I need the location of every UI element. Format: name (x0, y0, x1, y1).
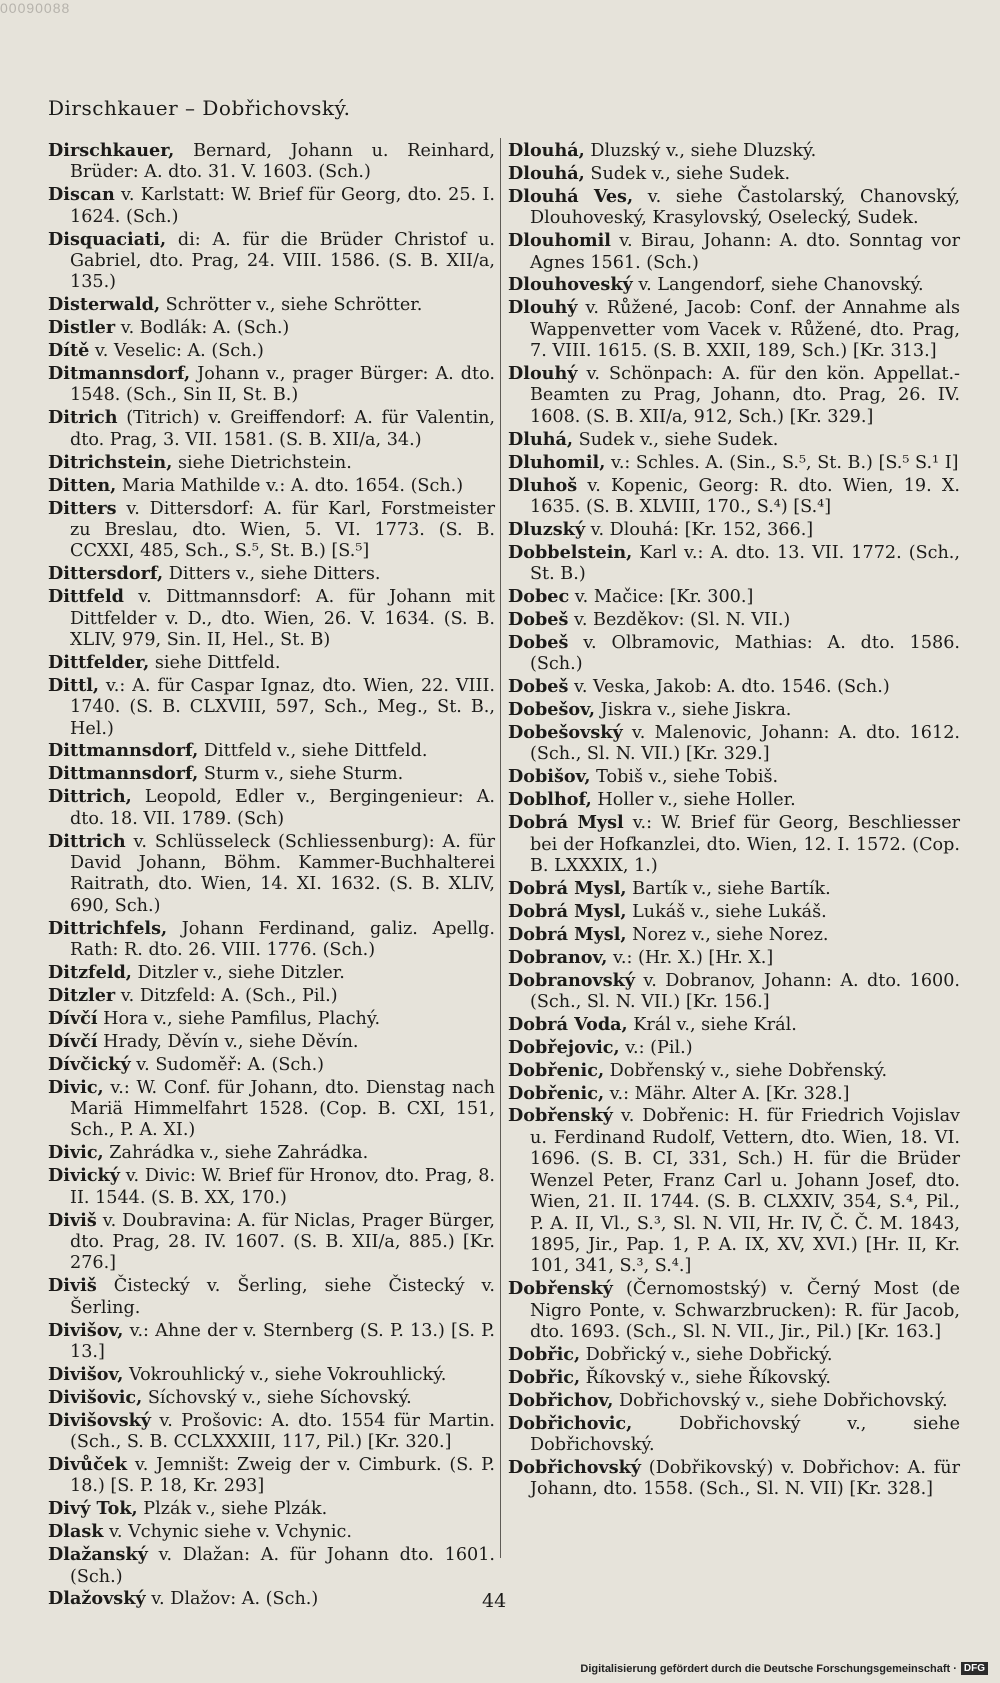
entry-text: v. Doubravina: A. für Niclas, Prager Bürger, dto. Prag, 28. IV. 1607. (S. B. XII/a, 885.) [Kr. 276.] (70, 1210, 495, 1274)
dictionary-entry (508, 947, 960, 969)
entry-headword: Dluzský (508, 518, 586, 540)
entry-text: Sudek v., siehe Sudek. (573, 429, 779, 450)
entry-text: Dluzský v., siehe Dluzský. (584, 141, 817, 161)
dictionary-entry (508, 1060, 960, 1082)
entry-text: v. Dobranov, Johann: A. dto. 1600. (Sch., Sl. N. VII.) [Kr. 156.] (530, 970, 960, 1012)
entry-text: Zahrádka v., siehe Zahrádka. (103, 1143, 369, 1164)
entry-text: v.: Mähr. Alter A. [Kr. 328.] (604, 1083, 850, 1104)
scan-mark: 00090088 (0, 0, 71, 16)
entry-text: Lukáš v., siehe Lukáš. (626, 901, 827, 922)
entry-headword: Dlažanský (48, 1544, 148, 1566)
entry-headword: Divůček (48, 1453, 128, 1475)
entry-text: v. Prošovic: A. dto. 1554 für Martin. (Sch., S. B. CCLXXXIII, 117, Pil.) [Kr. 320.] (70, 1410, 495, 1453)
entry-text: Dittfeld v., siehe Dittfeld. (198, 741, 428, 762)
entry-headword: Dirschkauer, (48, 140, 175, 161)
entry-headword: Distler (48, 317, 116, 339)
entry-text: Bartík v., siehe Bartík. (626, 878, 831, 899)
entry-headword: Ditrichstein, (48, 451, 173, 473)
entry-text: Ditzler v., siehe Ditzler. (131, 963, 345, 984)
entry-text: v. Dlažan: A. für Johann dto. 1601. (Sch.) (70, 1545, 495, 1587)
entry-text: Leopold, Edler v., Bergingenieur: A. dto. 18. VII. 1789. (Sch) (70, 787, 495, 829)
entry-headword: Dittrich (48, 830, 126, 852)
dictionary-entry (48, 1320, 495, 1364)
entry-headword: Disterwald, (48, 294, 161, 316)
entry-headword: Dobešov, (508, 699, 596, 721)
entry-headword: Dittl, (48, 674, 100, 696)
entry-text: Dobřenský v., siehe Dobřenský. (604, 1060, 888, 1081)
dictionary-entry (48, 985, 495, 1007)
entry-text: Síchovský v., siehe Síchovský. (142, 1387, 412, 1408)
entry-text: v.: A. für Caspar Ignaz, dto. Wien, 22. VIII. 1740. (S. B. CLXVIII, 597, Sch., Meg., St. B., Hel.) (70, 675, 495, 739)
entry-headword: Dobrá Mysl (508, 812, 624, 834)
right-column (508, 140, 960, 1550)
dictionary-entry (48, 1387, 495, 1409)
entry-headword: Dobřic, (508, 1366, 581, 1388)
dictionary-entry (48, 786, 495, 830)
dfg-logo-icon: DFG (961, 1662, 988, 1675)
entry-headword: Dobřichovic, (508, 1412, 633, 1434)
entry-headword: Dívčí (48, 1030, 98, 1052)
entry-headword: Divý Tok, (48, 1498, 138, 1520)
entry-headword: Dítě (48, 340, 90, 362)
entry-headword: Discan (48, 184, 115, 206)
page-number: 44 (482, 1590, 507, 1612)
dictionary-entry (508, 586, 960, 608)
entry-text: Schrötter v., siehe Schrötter. (160, 295, 423, 316)
dictionary-entry (508, 230, 960, 274)
entry-headword: Ditzfeld, (48, 962, 132, 984)
dictionary-entry (48, 294, 495, 316)
entry-headword: Dlouhá, (508, 140, 585, 161)
dictionary-entry (48, 407, 495, 451)
entry-headword: Ditters (48, 497, 117, 519)
entry-text: v. Langendorf, siehe Chanovský. (632, 275, 924, 296)
entry-headword: Dobřenic, (508, 1059, 605, 1081)
dictionary-entry (508, 970, 960, 1014)
dictionary-entry (48, 498, 495, 563)
entry-headword: Dobrá Mysl, (508, 877, 627, 899)
entry-headword: Dlouhoveský (508, 274, 633, 296)
entry-text: v.: (Pil.) (619, 1037, 693, 1058)
dictionary-entry (508, 609, 960, 631)
entry-text: v. Sudoměř: A. (Sch.) (130, 1054, 325, 1075)
entry-text: Vokrouhlický v., siehe Vokrouhlický. (123, 1364, 447, 1385)
entry-headword: Dittfeld (48, 586, 124, 608)
entry-text: v. Vchynic siehe v. Vchynic. (103, 1522, 352, 1543)
entry-text: Říkovský v., siehe Říkovský. (580, 1367, 831, 1388)
entry-headword: Dobřenic, (508, 1082, 605, 1104)
dictionary-entry (508, 878, 960, 900)
dictionary-entry (48, 1031, 495, 1053)
dictionary-entry (508, 363, 960, 428)
entry-text: Král v., siehe Král. (627, 1014, 797, 1035)
dictionary-entry (48, 1165, 495, 1209)
entry-text: v.: W. Conf. für Johann, dto. Dienstag nach Mariä Himmelfahrt 1528. (Cop. B. CXI, 151, Sch., P. A. XI.) (70, 1077, 495, 1141)
entry-headword: Ditten, (48, 474, 117, 496)
dictionary-entry (48, 740, 495, 762)
dictionary-entry (48, 340, 495, 362)
entry-headword: Ditrich (48, 407, 118, 429)
dictionary-entry (48, 475, 495, 497)
entry-text: Johann v., prager Bürger: A. dto. 1548. (Sch., Sin II, St. B.) (70, 364, 495, 406)
entry-text: Sudek v., siehe Sudek. (584, 163, 791, 184)
entry-text: v. Bodlák: A. (Sch.) (115, 318, 290, 339)
page-header: Dirschkauer – Dobřichovský. (48, 96, 351, 120)
dictionary-entry (48, 1008, 495, 1030)
dictionary-entry (48, 1588, 495, 1610)
dictionary-entry (48, 1410, 495, 1454)
entry-text: Norez v., siehe Norez. (626, 924, 829, 945)
entry-text: Hrady, Děvín v., siehe Děvín. (97, 1031, 359, 1052)
footer-text: Digitalisierung gefördert durch die Deutsche Forschungsgemeinschaft · (580, 1662, 957, 1675)
dictionary-entry (48, 1364, 495, 1386)
entry-text: Tobiš v., siehe Tobiš. (590, 767, 779, 788)
dictionary-entry (508, 1083, 960, 1105)
entry-headword: Dlažovský (48, 1588, 146, 1610)
entry-text: Karl v.: A. dto. 13. VII. 1772. (Sch., St. B.) (530, 542, 960, 585)
dictionary-entry (48, 1275, 495, 1319)
entry-headword: Dlouhá, (508, 162, 585, 184)
dictionary-entry (508, 429, 960, 451)
entry-text: Ditters v., siehe Ditters. (163, 564, 381, 585)
dictionary-entry (508, 140, 960, 162)
entry-headword: Dobec (508, 586, 570, 608)
dictionary-entry (48, 918, 495, 962)
entry-headword: Dobrá Mysl, (508, 900, 627, 922)
entry-text: v. Birau, Johann: A. dto. Sonntag vor Agnes 1561. (Sch.) (530, 231, 960, 273)
dictionary-entry (48, 1498, 495, 1520)
entry-text: v.: Schles. A. (Sin., S.⁵, St. B.) [S.⁵ S.¹ I] (605, 452, 959, 473)
entry-headword: Dobrá Mysl, (508, 923, 627, 945)
entry-headword: Divišovský (48, 1409, 152, 1431)
entry-text: v. Ditzfeld: A. (Sch., Pil.) (115, 985, 338, 1006)
entry-text: Maria Mathilde v.: A. dto. 1654. (Sch.) (116, 475, 464, 496)
dictionary-entry (508, 924, 960, 946)
left-column (48, 140, 495, 1610)
entry-text: v. Kopenic, Georg: R. dto. Wien, 19. X. 1635. (S. B. XLVIII, 170., S.⁴) [S.⁴] (530, 475, 960, 517)
dictionary-entry (48, 1210, 495, 1275)
dictionary-entry (508, 901, 960, 923)
entry-text: v. Dittmannsdorf: A. für Johann mit Dittfelder v. D., dto. Wien, 26. V. 1634. (S. B. XLIV, 979, Sin. II, Hel., St. B) (70, 587, 495, 650)
dictionary-entry (508, 1105, 960, 1277)
entry-text: v. Divic: W. Brief für Hronov, dto. Prag, 8. II. 1544. (S. B. XX, 170.) (70, 1166, 495, 1208)
entry-headword: Divišov, (48, 1363, 124, 1385)
dictionary-entry (48, 363, 495, 407)
entry-headword: Dittersdorf, (48, 563, 164, 585)
entry-text: siehe Dittfeld. (149, 652, 281, 673)
entry-headword: Dlouhá Ves, (508, 185, 634, 207)
dictionary-entry (48, 763, 495, 785)
entry-headword: Dobišov, (508, 766, 591, 788)
entry-headword: Dobešovský (508, 722, 623, 744)
dictionary-entry (508, 163, 960, 185)
entry-text: v. Dittersdorf: A. für Karl, Forstmeister zu Breslau, dto. Wien, 5. VI. 1773. (S. B. CCXXI, 485, Sch., S.⁵, St. B.) [S.⁵] (70, 498, 495, 562)
dictionary-entry (508, 1457, 960, 1501)
dictionary-entry (48, 586, 495, 651)
entry-headword: Dobeš (508, 676, 569, 698)
entry-text: v. Růžené, Jacob: Conf. der Annahme als Wappenvetter vom Vacek v. Růžené, dto. Prag, 7. VIII. 1615. (S. B. XXII, 189, Sch.) [Kr. 313.] (530, 298, 960, 362)
entry-text: Jiskra v., siehe Jiskra. (595, 700, 792, 721)
entry-headword: Divic, (48, 1076, 104, 1098)
dictionary-entry (48, 652, 495, 674)
dictionary-entry (508, 475, 960, 519)
entry-text: (Dobřikovský) v. Dobřichov: A. für Johann, dto. 1558. (Sch., Sl. N. VII) [Kr. 328.] (530, 1457, 960, 1500)
dictionary-entry (48, 1454, 495, 1498)
dictionary-entry (48, 1544, 495, 1588)
entry-headword: Dobeš (508, 631, 569, 653)
entry-headword: Disquaciati, (48, 228, 167, 250)
entry-text: Dobřichovský v., siehe Dobřichovský. (613, 1390, 948, 1411)
entry-headword: Dobřejovic, (508, 1036, 620, 1058)
dictionary-entry (508, 766, 960, 788)
entry-text: v. Schlüsseleck (Schliessenburg): A. für David Johann, Böhm. Kammer-Buchhalterei Raitrath, dto. Wien, 14. XI. 1632. (S. B. XLIV, 690, Sch.) (70, 831, 495, 916)
dictionary-entry (508, 274, 960, 296)
entry-text: v.: Ahne der v. Sternberg (S. P. 13.) [S. P. 13.] (70, 1320, 495, 1362)
entry-headword: Ditmannsdorf, (48, 363, 191, 385)
entry-headword: Dobeš (508, 609, 569, 631)
dictionary-entry (508, 722, 960, 766)
dictionary-entry (508, 1344, 960, 1366)
entry-headword: Dittfelder, (48, 651, 150, 673)
dictionary-entry (48, 675, 495, 740)
entry-text: Hora v., siehe Pamfilus, Plachý. (97, 1008, 381, 1029)
dictionary-entry (508, 186, 960, 230)
entry-text: v. Veska, Jakob: A. dto. 1546. (Sch.) (568, 677, 890, 698)
dictionary-entry (48, 563, 495, 585)
dictionary-entry (508, 1390, 960, 1412)
entry-text: v. Veselic: A. (Sch.) (89, 341, 264, 362)
entry-headword: Dobřichov, (508, 1389, 614, 1411)
entry-headword: Dlouhomil (508, 230, 611, 252)
entry-text: Bernard, Johann u. Reinhard, Brüder: A. dto. 31. V. 1603. (Sch.) (70, 141, 495, 183)
entry-text: Holler v., siehe Holler. (591, 790, 796, 811)
entry-headword: Dittmannsdorf, (48, 763, 199, 785)
dictionary-entry (48, 1142, 495, 1164)
entry-headword: Divišov, (48, 1319, 124, 1341)
dictionary-entry (508, 1014, 960, 1036)
entry-headword: Diviš (48, 1275, 97, 1297)
dictionary-entry (508, 542, 960, 586)
entry-text: (Titrich) v. Greiffendorf: A. für Valentin, dto. Prag, 3. VII. 1581. (S. B. XII/a, 34.) (70, 408, 495, 450)
entry-headword: Dlask (48, 1521, 104, 1543)
entry-text: v. Bezděkov: (Sl. N. VII.) (568, 610, 791, 631)
dictionary-entry (508, 1037, 960, 1059)
entry-text: Plzák v., siehe Plzák. (137, 1499, 328, 1520)
entry-text: v. Dlažov: A. (Sch.) (145, 1589, 319, 1610)
entry-headword: Dittrich, (48, 786, 132, 808)
dictionary-entry (508, 812, 960, 877)
entry-headword: Dívčický (48, 1053, 131, 1075)
dictionary-entry (48, 1054, 495, 1076)
entry-headword: Dluhomil, (508, 451, 606, 473)
dictionary-entry (508, 699, 960, 721)
entry-text: siehe Dietrichstein. (172, 452, 352, 473)
entry-text: v. Olbramovic, Mathias: A. dto. 1586. (Sch.) (530, 632, 960, 675)
dictionary-entry (508, 297, 960, 362)
entry-text: Čistecký v. Šerling, siehe Čistecký v. Šerling. (70, 1276, 495, 1318)
entry-headword: Dittmannsdorf, (48, 740, 199, 762)
entry-text: v. Mačice: [Kr. 300.] (569, 587, 754, 608)
entry-text: Dobřický v., siehe Dobřický. (580, 1344, 833, 1365)
entry-text: Johann Ferdinand, galiz. Apellg. Rath: R. dto. 26. VIII. 1776. (Sch.) (70, 918, 495, 961)
entry-headword: Doblhof, (508, 789, 592, 811)
entry-headword: Dobřenský (508, 1105, 613, 1127)
entry-headword: Diviš (48, 1209, 97, 1231)
entry-headword: Dobřenský (508, 1278, 613, 1300)
entry-text: v. Schönpach: A. für den kön. Appellat.-Beamten zu Prag, Johann, dto. Prag, 26. IV. 1608. (S. B. XII/a, 912, Sch.) [Kr. 329.] (530, 364, 960, 427)
entry-headword: Dobbelstein, (508, 541, 633, 563)
entry-text: (Černomostský) v. Černý Most (de Nigro Ponte, v. Schwarzbrucken): R. für Jacob, dto. 1693. (Sch., Sl. N. VII., Jir., Pil.) [Kr. 163.] (530, 1279, 960, 1343)
column-divider (500, 138, 501, 1558)
footer (580, 1662, 988, 1675)
entry-headword: Divišovic, (48, 1386, 143, 1408)
entry-headword: Dluhá, (508, 428, 574, 450)
dictionary-entry (48, 962, 495, 984)
entry-text: v. Dobřenic: H. für Friedrich Vojislav u. Ferdinand Rudolf, Vettern, dto. Wien, 18. VI. 1696. (S. B. CI, 331, Sch.) H. für die Brüder Wenzel Peter, Franz Carl u. Johann Josef, dto. Wien, 21. II. 1744. (S. B. CLXXIV, 354, S.⁴, Pil., P. A. II, Vl., S.³, Sl. N. VII, Hr. IV, Č. Č. M. 1843, 1895, Jir., Pap. 1, P. A. IX, XV, XVI.) [Hr. II, Kr. 101, 341, S.³, S.⁴.] (530, 1106, 960, 1277)
entry-text: v. Malenovic, Johann: A. dto. 1612. (Sch., Sl. N. VII.) [Kr. 329.] (530, 723, 960, 765)
dictionary-entry (48, 831, 495, 918)
dictionary-entry (48, 1521, 495, 1543)
dictionary-entry (48, 452, 495, 474)
entry-headword: Dobranovský (508, 969, 636, 991)
dictionary-entry (48, 229, 495, 294)
dictionary-entry (508, 676, 960, 698)
entry-headword: Dlouhý (508, 297, 578, 319)
dictionary-entry (48, 317, 495, 339)
entry-text: Dobřichovský v., siehe Dobřichovský. (530, 1413, 960, 1456)
entry-headword: Dluhoš (508, 474, 578, 496)
dictionary-entry (48, 140, 495, 184)
entry-headword: Divic, (48, 1142, 104, 1164)
dictionary-entry (508, 519, 960, 541)
entry-text: di: A. für die Brüder Christof u. Gabriel, dto. Prag, 24. VIII. 1586. (S. B. XII/a, 135.) (70, 229, 495, 293)
dictionary-entry (508, 789, 960, 811)
dictionary-entry (508, 1413, 960, 1457)
entry-headword: Divický (48, 1165, 120, 1187)
entry-headword: Ditzler (48, 984, 116, 1006)
entry-text: Sturm v., siehe Sturm. (198, 764, 404, 785)
entry-text: v. Dlouhá: [Kr. 152, 366.] (585, 519, 814, 540)
entry-headword: Dobřichovský (508, 1456, 642, 1478)
dictionary-entry (508, 1278, 960, 1343)
entry-text: v.: (Hr. X.) [Hr. X.] (607, 947, 774, 968)
dictionary-entry (508, 1367, 960, 1389)
entry-text: v.: W. Brief für Georg, Beschliesser bei der Hofkanzlei, dto. Wien, 12. I. 1572. (Cop. B. LXXXIX, 1.) (530, 813, 961, 876)
entry-text: v. siehe Častolarský, Chanovský, Dlouhoveský, Krasylovský, Oselecký, Sudek. (530, 186, 960, 229)
entry-headword: Dittrichfels, (48, 917, 168, 939)
entry-headword: Dívčí (48, 1007, 98, 1029)
entry-text: v. Karlstatt: W. Brief für Georg, dto. 25. I. 1624. (Sch.) (70, 185, 495, 227)
dictionary-entry (508, 452, 960, 474)
entry-headword: Dlouhý (508, 363, 578, 385)
entry-text: v. Jemništ: Zweig der v. Cimburk. (S. P. 18.) [S. P. 18, Kr. 293] (70, 1454, 495, 1497)
dictionary-entry (508, 632, 960, 676)
entry-headword: Dobranov, (508, 946, 608, 968)
entry-headword: Dobrá Voda, (508, 1013, 628, 1035)
dictionary-entry (48, 1077, 495, 1142)
entry-headword: Dobřic, (508, 1343, 581, 1365)
dictionary-entry (48, 184, 495, 228)
